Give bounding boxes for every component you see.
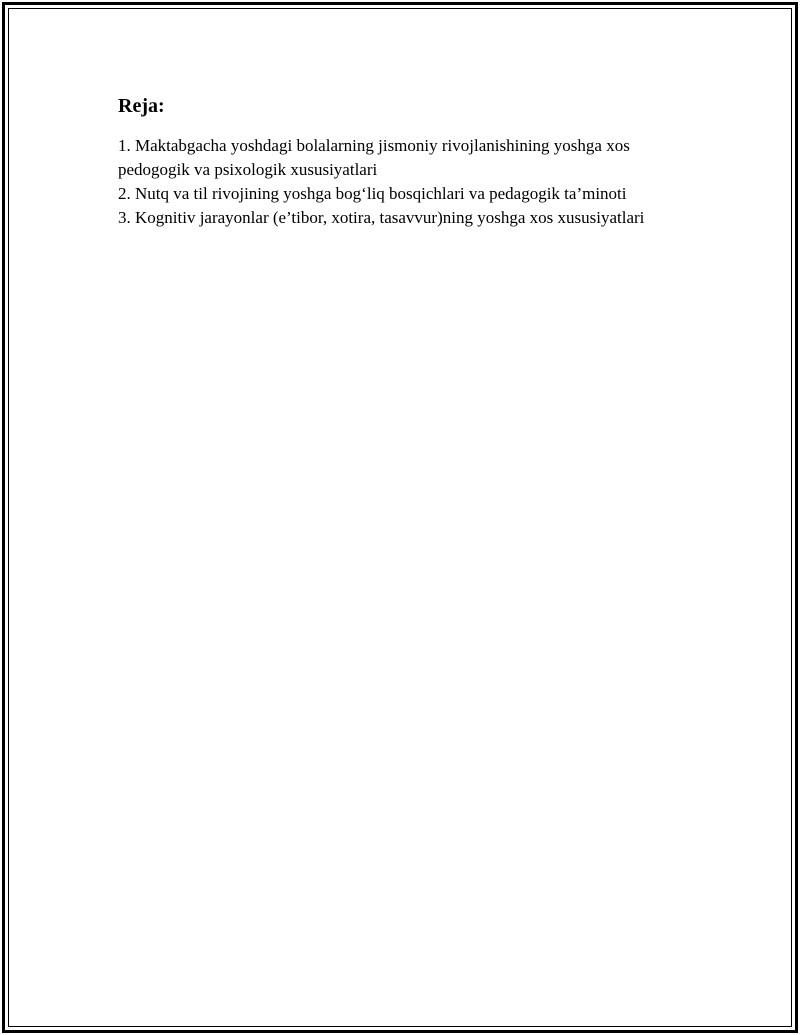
plan-heading: Reja: xyxy=(118,95,165,117)
plan-item-3: 3. Kognitiv jarayonlar (e’tibor, xotira, tasavvur)ning yoshga xos xususiyatlari xyxy=(118,208,645,227)
plan-item-1: 1. Maktabgacha yoshdagi bolalarning jismoniy rivojlanishining yoshga xos pedogogik va psixologik xususiyatlari xyxy=(118,136,630,179)
plan-item-2: 2. Nutq va til rivojining yoshga bog‘liq bosqichlari va pedagogik ta’minoti xyxy=(118,184,627,203)
plan-list xyxy=(118,134,698,230)
page-content xyxy=(118,94,698,230)
